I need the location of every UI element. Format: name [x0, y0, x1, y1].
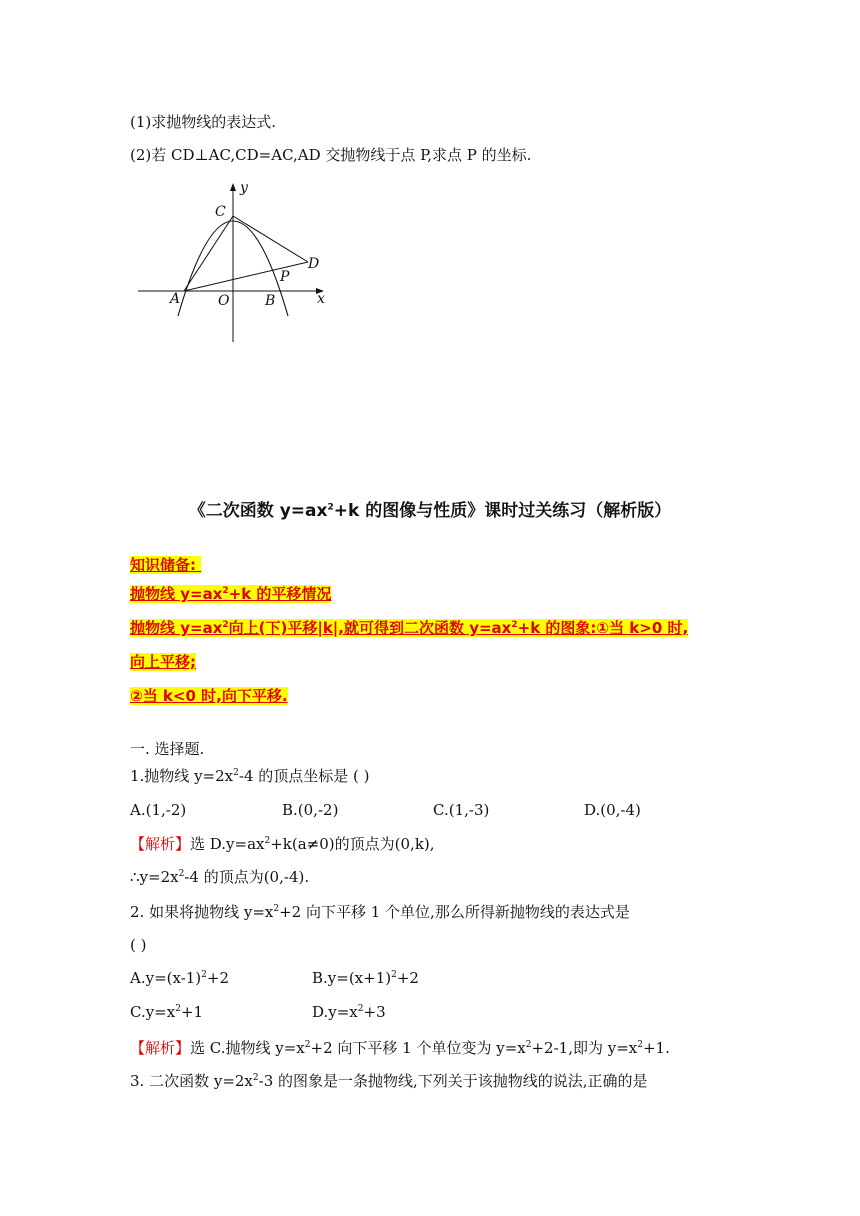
question-3-stem: 3. 二次函数 $y=2x^2-3$ 的图象是一条抛物线,下列关于该抛物线的说法,正确的是 [130, 1072, 648, 1090]
knowledge-heading: 知识储备: [130, 554, 201, 576]
question-1-stem: 1.抛物线 $y=2x^2-4$ 的顶点坐标是 ( ) [130, 767, 370, 785]
q2-option-c: $C.y=x^2+1$ [130, 1003, 204, 1021]
label-y: y [240, 180, 248, 196]
page-title: 《二次函数 $y=ax^2+k$ 的图像与性质》课时过关练习（解析版） [188, 501, 672, 521]
q1-option-b: B.(0,-2) [282, 801, 339, 819]
label-C: C [215, 204, 226, 220]
question-2-stem: 2. 如果将抛物线 $y=x^2+2$ 向下平移 1 个单位,那么所得新抛物线的表达式是 [130, 903, 630, 921]
knowledge-line-4: 向上平移; [130, 653, 196, 671]
q2-option-b: $B.y=(x+1)^2+2$ [312, 969, 419, 987]
q2-paren: ( ) [130, 936, 147, 954]
q1-option-a: A.(1,-2) [130, 801, 187, 819]
label-B: B [265, 293, 276, 309]
knowledge-line-3: 抛物线 $y=ax^2$向上(下)平移|k|,就可得到二次函数 $y=ax^2+k$ 的图象:①当 k>0 时, [130, 619, 689, 637]
label-P: P [280, 269, 290, 285]
knowledge-line-5: ②当 k<0 时,向下平移. [130, 687, 288, 705]
sub-question-2: (2)若 CD⊥AC,CD=AC,AD 交抛物线于点 P,求点 P 的坐标. [130, 146, 532, 164]
sub-question-1: (1)求抛物线的表达式. [130, 113, 277, 131]
q1-answer: 【解析】选 $D.y=ax^2+k(a\ne 0)$的顶点为(0,k), [130, 835, 435, 853]
q1-option-d: D.(0,-4) [584, 801, 641, 819]
parabola-figure [130, 178, 340, 348]
q1-option-c: C.(1,-3) [433, 801, 490, 819]
q2-option-a: $A.y=(x-1)^2+2$ [130, 969, 230, 987]
q1-answer-line-2: $\therefore y=2x^2-4$ 的顶点为(0,-4). [130, 868, 310, 886]
q2-answer: 【解析】选 C.抛物线 $y=x^2+2$ 向下平移 1 个单位变为 $y=x^2+2-1$,即为 $y=x^2+1$. [130, 1039, 670, 1057]
label-x: x [317, 291, 325, 307]
label-A: A [170, 291, 181, 307]
label-O: O [218, 293, 230, 309]
knowledge-line-2: 抛物线 $y=ax^2+k$ 的平移情况 [130, 585, 332, 603]
label-D: D [308, 256, 320, 272]
section-heading: 一. 选择题. [130, 740, 205, 758]
q2-option-d: $D.y=x^2+3$ [312, 1003, 386, 1021]
